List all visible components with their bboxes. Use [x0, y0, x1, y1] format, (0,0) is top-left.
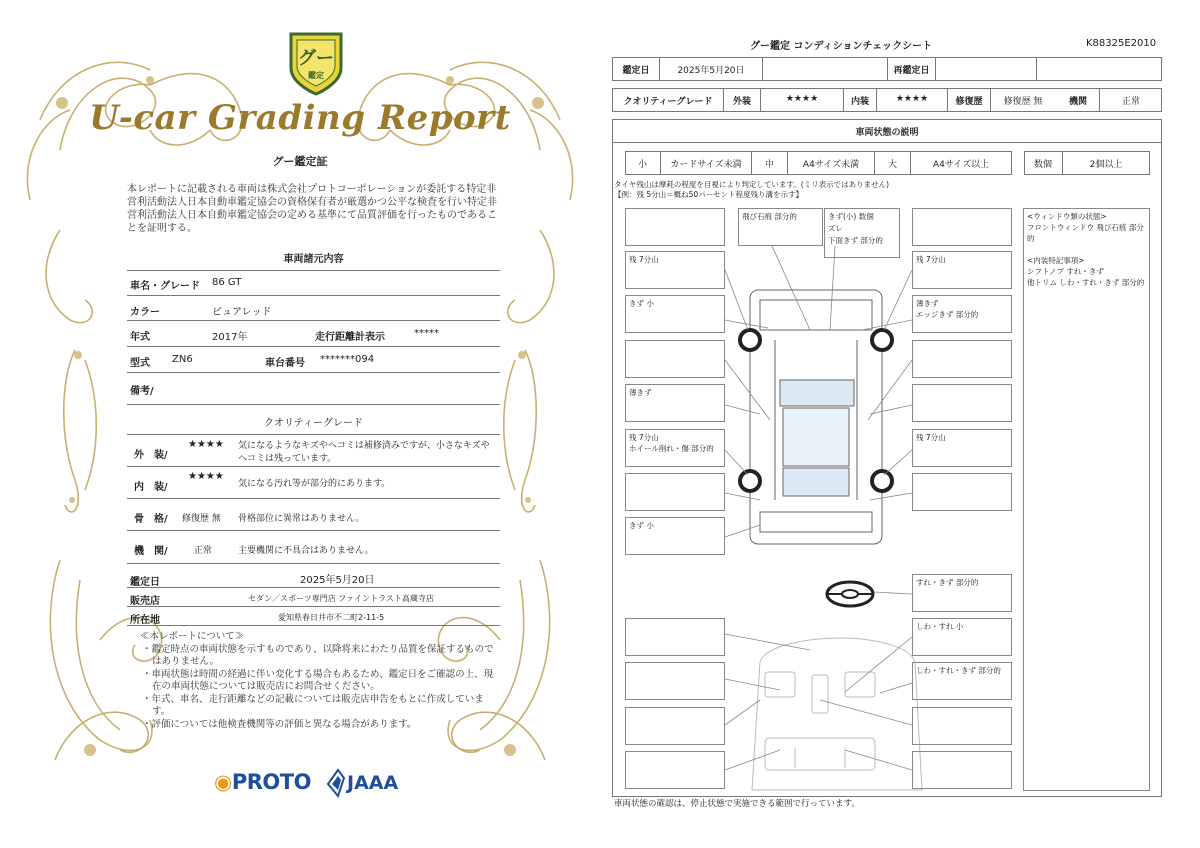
model-value: ZN6: [172, 354, 193, 365]
note-box: 残 7分山: [912, 251, 1012, 289]
note-box: [625, 618, 725, 656]
sheet-code: K88325E2010: [1086, 38, 1157, 49]
note-box: [912, 208, 1012, 246]
size-large-value: A4サイズ以上: [932, 160, 990, 170]
chassis-value: *******094: [320, 354, 375, 365]
exterior-label: 外 装/: [134, 450, 168, 461]
quality-grade-label: クオリティーグレード: [623, 97, 713, 107]
size-small-label: 小: [637, 160, 647, 170]
exterior-label: 外装: [732, 97, 751, 107]
note-box: [912, 384, 1012, 422]
frame-value: 修復歴 無: [182, 514, 221, 524]
note-box: きず(小) 数個 ズレ 下面きず 部分的: [824, 208, 900, 258]
note-box: 飛び石痕 部分的: [738, 208, 823, 246]
note-box: [912, 473, 1012, 511]
note-box: すれ・きず 部分的: [912, 574, 1012, 612]
color-value: ピュアレッド: [212, 307, 272, 318]
tire-front-left: [740, 330, 760, 350]
engine-value: 正常: [194, 546, 213, 556]
report-title: U-car Grading Report: [89, 98, 511, 138]
note-box: しわ・すれ 小: [912, 618, 1012, 656]
tire-note-example: 【例：残 5分山＝概ね50パーセント程度残り溝を示す】: [614, 190, 804, 199]
address-value: 愛知県春日井市不二町2-11-5: [278, 613, 385, 622]
tire-rear-right: [872, 471, 892, 491]
quality-heading: クオリティーグレード: [264, 418, 363, 429]
color-label: カラー: [130, 307, 160, 318]
divider: [127, 434, 500, 435]
divider: [127, 295, 500, 296]
divider: [127, 625, 500, 626]
svg-text:鑑定: 鑑定: [308, 71, 324, 80]
note-box: 薄きず エッジきず 部分的: [912, 295, 1012, 333]
remarks-label: 備考/: [130, 386, 154, 397]
note-box: 薄きず: [625, 384, 725, 422]
interior-stars: ★★★★: [188, 471, 224, 482]
interior-outline: [752, 638, 922, 790]
note-item: ・年式、車名、走行距離などの記載については販売店申告をもとに作成しています。: [142, 693, 484, 717]
note-box: きず 小: [625, 295, 725, 333]
note-box: [625, 751, 725, 789]
count-label: 数個: [1033, 160, 1052, 170]
note-box: [625, 340, 725, 378]
note-item: ・評価については他検査機関等の評価と異なる場合があります。: [142, 718, 417, 730]
tire-rear-left: [740, 471, 760, 491]
exterior-description: 気になるようなキズやヘコミは補修済みですが、小さなキズやヘコミは残っています。: [238, 441, 490, 464]
engine-description: 主要機関に不具合はありません。: [238, 546, 374, 556]
count-value: 2個以上: [1089, 160, 1123, 170]
inspection-date-label: 鑑定日: [622, 66, 650, 76]
divider: [127, 563, 500, 564]
name-label: 車名・グレード: [130, 281, 200, 292]
note-item: ・車両状態は時間の経過に伴い変化する場合もあるため、鑑定日をご確認の上、現在の車両状態については販売店にお問合せください。: [142, 668, 494, 692]
car-windshield: [780, 380, 854, 406]
car-roof: [783, 408, 849, 466]
year-value: 2017年: [212, 332, 248, 343]
note-box: [912, 340, 1012, 378]
tire-note-line: タイヤ残山は摩耗の程度を目視により判定しています。(ミリ表示ではありません): [614, 180, 890, 189]
note-box: 残 7分山: [912, 429, 1012, 467]
size-mid-label: 中: [764, 160, 774, 170]
size-large-label: 大: [887, 160, 897, 170]
note-box: [625, 707, 725, 745]
condition-check-sheet: [600, 0, 1200, 848]
reinspection-date-label: 再鑑定日: [893, 66, 930, 76]
notes-title: ≪本レポートについて≫: [140, 631, 245, 642]
model-label: 型式: [130, 358, 150, 369]
dealer-label: 販売店: [130, 596, 160, 607]
car-rear-window: [783, 468, 849, 496]
frame-description: 骨格部位に異常はありません。: [238, 514, 365, 524]
divider: [127, 498, 500, 499]
dealer-value: セダン／スポーツ専門店 ファイントラスト高蔵寺店: [248, 594, 434, 603]
chassis-label: 車台番号: [265, 358, 305, 369]
divider: [127, 372, 500, 373]
repair-history-value: 修復歴 無: [1003, 97, 1043, 107]
date-label: 鑑定日: [130, 577, 160, 588]
engine-value: 正常: [1121, 97, 1140, 107]
note-box: [625, 662, 725, 700]
proto-logo-text: PROTO: [231, 770, 311, 794]
svg-text:グー: グー: [298, 48, 334, 69]
certificate-statement: 本レポートに記載される車両は株式会社プロトコーポレーションが委託する特定非営利活動法人日本自動車鑑定協会の資格保有者が厳選かつ公平な検査を行い特定非営利活動法人日本自動車鑑定協会の定める基準にて品質評価を行ったものであることを証明する。: [127, 184, 497, 234]
interior-description: 気になる汚れ等が部分的にあります。: [238, 479, 391, 489]
car-front-bumper: [760, 300, 872, 330]
name-value: 86 GT: [212, 277, 242, 288]
size-mid-value: A4サイズ未満: [802, 160, 860, 170]
proto-logo: ◉PROTO: [214, 770, 311, 794]
divider: [127, 606, 500, 607]
divider: [127, 466, 500, 467]
footer-note: 車両状態の確認は、停止状態で実施できる範囲で行っています。: [614, 799, 860, 809]
year-label: 年式: [130, 332, 150, 343]
divider: [127, 346, 500, 347]
interior-label: 内装: [850, 97, 869, 107]
interior-stars: ★★★★: [895, 94, 929, 104]
description-heading: 車両状態の説明: [855, 128, 919, 138]
divider: [127, 530, 500, 531]
frame-label: 骨 格/: [134, 514, 168, 525]
note-box: 残 7分山: [625, 251, 725, 289]
steering-wheel-icon: [827, 582, 873, 606]
sheet-title: グー鑑定 コンディションチェックシート: [750, 41, 933, 52]
divider: [127, 404, 500, 405]
note-box: しわ・すれ・きず 部分的: [912, 662, 1012, 700]
exterior-stars: ★★★★: [785, 94, 819, 104]
car-rear-bumper: [760, 512, 872, 532]
divider: [127, 320, 500, 321]
note-box: [625, 473, 725, 511]
mileage-value: *****: [414, 328, 439, 339]
mileage-label: 走行距離計表示: [315, 332, 385, 343]
tire-front-right: [872, 330, 892, 350]
divider: [127, 587, 500, 588]
size-small-value: カードサイズ未満: [670, 160, 742, 170]
note-box: [912, 751, 1012, 789]
note-item: ・鑑定時点の車両状態を示すものであり、以降将来にわたり品質を保証するものではありません。: [142, 643, 494, 667]
report-subtitle: グー鑑定証: [272, 155, 328, 168]
date-value: 2025年5月20日: [300, 575, 375, 586]
note-box: [912, 707, 1012, 745]
engine-label: 機 関/: [134, 546, 168, 557]
special-notes-panel: [1023, 208, 1150, 791]
jaaa-emblem-icon: [326, 768, 346, 798]
interior-label: 内 装/: [134, 482, 168, 493]
engine-label: 機関: [1068, 97, 1087, 107]
exterior-stars: ★★★★: [188, 439, 224, 450]
jaaa-logo-text: JAAA: [347, 772, 399, 794]
special-notes-text: <ウィンドウ類の状態> フロントウィンドウ 飛び石痕 部分的 <内装特記事項> シフトノブ すれ・きず 他トリム しわ・すれ・きず 部分的: [1027, 212, 1145, 287]
note-box: 残 7分山 ホイール削れ・傷 部分的: [625, 429, 725, 467]
repair-history-label: 修復歴: [955, 97, 983, 107]
goo-kantei-logo: [287, 30, 345, 96]
address-label: 所在地: [130, 615, 160, 626]
note-box: [625, 208, 725, 246]
note-box: きず 小: [625, 517, 725, 555]
inspection-date-value: 2025年5月20日: [677, 66, 745, 76]
specs-heading: 車両諸元内容: [283, 254, 344, 265]
divider: [127, 270, 500, 271]
report-notes: [140, 631, 500, 731]
